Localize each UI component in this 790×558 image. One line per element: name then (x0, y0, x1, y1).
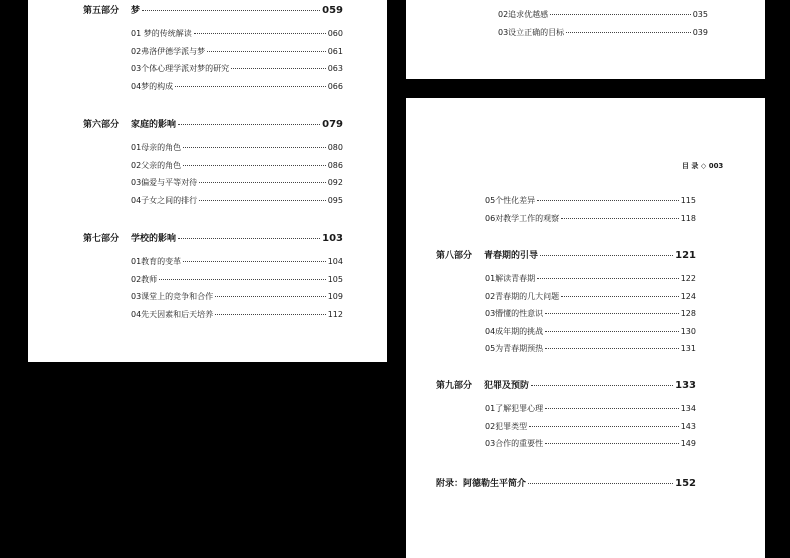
running-head: 目 录 ◇ 003 (682, 162, 724, 170)
item-title: 04梦的构成 (131, 81, 174, 91)
item-page-number: 086 (327, 160, 343, 170)
toc-item-row[interactable] (131, 177, 343, 188)
item-title: 04子女之间的排行 (131, 195, 198, 205)
toc-item-row[interactable] (485, 438, 696, 449)
item-title: 02犯罪类型 (485, 421, 528, 431)
leader-dots (545, 313, 679, 314)
part-title: 学校的影响 (131, 234, 177, 244)
item-title: 02追求优越感 (498, 10, 549, 19)
part-page-number: 103 (322, 233, 343, 244)
toc-item-row[interactable] (498, 9, 708, 20)
item-page-number: 130 (680, 326, 696, 336)
item-page-number: 149 (680, 439, 696, 449)
part-label: 第九部分 (436, 381, 473, 391)
toc-item-row[interactable] (485, 273, 696, 284)
item-page-number: 095 (327, 195, 343, 205)
toc-item-row[interactable] (485, 213, 696, 224)
leader-dots (175, 86, 326, 87)
part-title: 犯罪及预防 (484, 381, 530, 391)
toc-item-row[interactable] (131, 28, 343, 39)
item-page-number: 109 (327, 292, 343, 302)
toc-item-row[interactable] (131, 81, 343, 92)
leader-dots (178, 238, 320, 239)
item-title: 01解读青春期 (485, 274, 536, 283)
item-page-number: 128 (680, 309, 696, 319)
leader-dots (537, 278, 679, 279)
leader-dots (207, 51, 326, 52)
leader-dots (194, 33, 326, 34)
item-title: 03懵懂的性意识 (485, 309, 544, 319)
item-title: 03合作的重要性 (485, 439, 544, 449)
part-page-number: 059 (322, 5, 343, 16)
left-page (28, 0, 387, 362)
leader-dots (183, 147, 326, 148)
toc-item-row[interactable] (485, 403, 696, 414)
item-title: 04成年期的挑战 (485, 326, 544, 336)
item-page-number: 131 (680, 344, 696, 354)
leader-dots (142, 10, 320, 11)
leader-dots (531, 385, 673, 386)
toc-item-row[interactable] (485, 421, 696, 432)
item-title: 02教师 (131, 274, 158, 284)
item-title: 03个体心理学派对梦的研究 (131, 64, 230, 74)
item-title: 01 梦的传统解读 (131, 29, 192, 38)
part-label: 第六部分 (83, 120, 120, 130)
item-title: 03偏爱与平等对待 (131, 178, 198, 188)
leader-dots (550, 14, 691, 15)
item-title: 03设立正确的目标 (498, 27, 565, 37)
item-title: 05为青春期预热 (485, 344, 544, 354)
toc-item-row[interactable] (485, 326, 696, 337)
item-title: 05个性化差异 (485, 196, 536, 205)
leader-dots (159, 279, 326, 280)
leader-dots (178, 124, 320, 125)
leader-dots (528, 483, 673, 484)
leader-dots (561, 296, 679, 297)
appendix-title: 附录：阿德勒生平简介 (436, 479, 527, 489)
toc-item-row[interactable] (131, 274, 343, 285)
toc-item-row[interactable] (498, 27, 708, 38)
toc-appendix-row[interactable] (436, 476, 696, 489)
item-title: 04先天因素和后天培养 (131, 309, 214, 319)
item-page-number: 080 (327, 143, 343, 152)
item-page-number: 060 (327, 29, 343, 38)
toc-part-row[interactable] (83, 117, 343, 130)
item-page-number: 092 (327, 178, 343, 188)
toc-part-row[interactable] (436, 248, 696, 261)
item-title: 02青春期的几大问题 (485, 291, 560, 301)
toc-item-row[interactable] (485, 343, 696, 354)
part-label: 第七部分 (83, 234, 120, 244)
toc-item-row[interactable] (131, 309, 343, 320)
top-right-page (406, 0, 765, 79)
part-page-number: 133 (675, 380, 696, 391)
leader-dots (199, 182, 326, 183)
bottom-right-page (406, 98, 765, 558)
item-title: 01了解犯罪心理 (485, 404, 544, 413)
toc-part-row[interactable] (83, 231, 343, 244)
leader-dots (537, 200, 679, 201)
item-page-number: 112 (327, 309, 343, 319)
leader-dots (566, 32, 691, 33)
item-page-number: 122 (680, 274, 696, 283)
item-title: 02弗洛伊德学派与梦 (131, 46, 206, 56)
toc-item-row[interactable] (485, 308, 696, 319)
toc-part-row[interactable] (436, 378, 696, 391)
leader-dots (183, 261, 326, 262)
part-page-number: 079 (322, 119, 343, 130)
item-page-number: 063 (327, 64, 343, 74)
leader-dots (529, 426, 679, 427)
toc-item-row[interactable] (485, 195, 696, 206)
leader-dots (545, 443, 679, 444)
toc-item-row[interactable] (131, 160, 343, 171)
part-page-number: 121 (675, 250, 696, 261)
leader-dots (561, 218, 679, 219)
toc-item-row[interactable] (485, 291, 696, 302)
toc-item-row[interactable] (131, 256, 343, 267)
item-page-number: 061 (327, 46, 343, 56)
part-label: 第八部分 (436, 251, 473, 261)
item-page-number: 104 (327, 257, 343, 266)
leader-dots (183, 165, 326, 166)
part-title: 家庭的影响 (131, 120, 177, 130)
item-page-number: 143 (680, 421, 696, 431)
item-page-number: 124 (680, 291, 696, 301)
item-page-number: 134 (680, 404, 696, 413)
leader-dots (215, 296, 326, 297)
part-title: 梦 (131, 6, 141, 16)
item-title: 03课堂上的竞争和合作 (131, 292, 214, 302)
part-label: 第五部分 (83, 6, 120, 16)
item-title: 01教育的变革 (131, 257, 182, 266)
leader-dots (199, 200, 326, 201)
toc-part-row[interactable] (83, 3, 343, 16)
leader-dots (545, 408, 679, 409)
item-page-number: 039 (692, 27, 708, 37)
toc-item-row[interactable] (131, 46, 343, 57)
part-title: 青春期的引导 (484, 251, 539, 261)
leader-dots (545, 331, 679, 332)
leader-dots (540, 255, 673, 256)
appendix-page-number: 152 (675, 478, 696, 489)
item-title: 01母亲的角色 (131, 143, 182, 152)
item-page-number: 118 (680, 213, 696, 223)
toc-item-row[interactable] (131, 63, 343, 74)
leader-dots (231, 68, 326, 69)
toc-item-row[interactable] (131, 142, 343, 153)
leader-dots (545, 348, 679, 349)
item-page-number: 066 (327, 81, 343, 91)
item-page-number: 105 (327, 274, 343, 284)
item-page-number: 115 (680, 196, 696, 205)
item-title: 06对教学工作的观察 (485, 213, 560, 223)
leader-dots (215, 314, 326, 315)
toc-item-row[interactable] (131, 195, 343, 206)
toc-item-row[interactable] (131, 291, 343, 302)
item-page-number: 035 (692, 10, 708, 19)
item-title: 02父亲的角色 (131, 160, 182, 170)
